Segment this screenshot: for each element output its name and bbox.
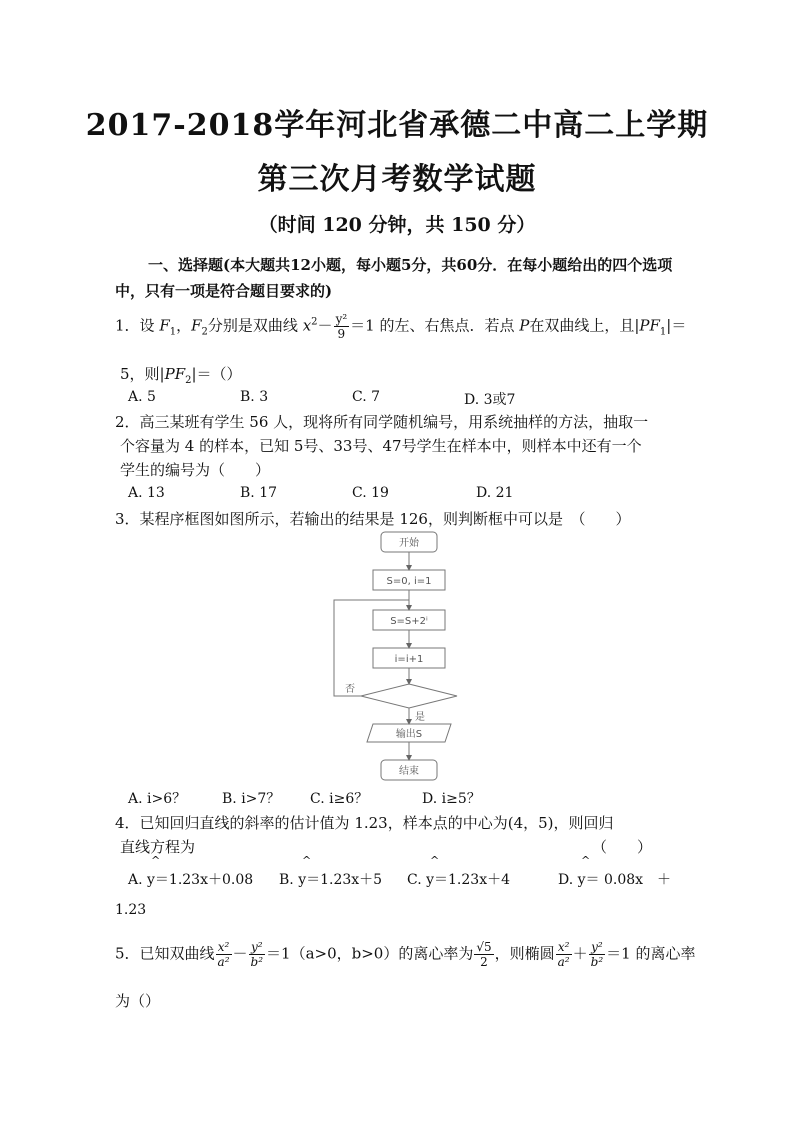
q4-option-d-wrap: 1.23 [115,902,147,918]
fraction: $\frac{\text{y²}}{9}$ [335,312,348,341]
fraction: $\frac{\text{x²}}{\text{a²}}$ [557,940,570,969]
q3-option-c: C. i≥6？ [310,791,369,807]
q3-option-a: A. i>6？ [128,791,187,807]
flow-init-label: S=0, i=1 [386,576,432,587]
fraction: $\frac{\text{y²}}{\text{b²}}$ [250,940,264,969]
question-3: 3．某程序框图如图所示，若输出的结果是 126，则判断框中可以是 （ ） [115,510,631,528]
question-4-paren: （ ） [592,838,653,856]
question-4-line1: 4．已知回归直线的斜率的估计值为 1.23，样本点的中心为(4，5)，则回归 [115,814,614,832]
q1-option-c: C. 7 [352,389,381,405]
flow-update-label: S=S+2ⁱ [390,616,428,627]
hat-mark: ^ [151,854,161,867]
question-5-line2: 为（） [115,992,161,1010]
page-title-line2: 第三次月考数学试题 [257,162,537,197]
page-title: 2017-2018学年河北省承德二中高二上学期 [85,108,709,143]
q3-option-d: D. i≥5？ [422,791,481,807]
flow-output-label: 输出S [395,729,423,740]
question-1-line2: 5，则$|PF_2|=()$ [120,365,242,386]
q4-option-b: B. y＝1.23x＋5 [279,872,383,888]
q4-option-d: D. y＝ 0.08x ＋ [558,872,672,888]
q2-option-a: A. 13 [128,485,165,501]
question-5: 5．已知双曲线 $\frac{\text{x²}}{\text{a²}}$ － $\frac{\text{y²}}{\text{b²}}$ ＝1（a>0，b>0）的离心率为 $\frac{√5}{2}$ ，则椭圆 $\frac{\text{x²}}{\text{a²}}$ ＋ $\frac{\text{y²}}{\text{b²}}$ ＝1 的离心率 [115,940,696,969]
q1-option-b: B. 3 [240,389,269,405]
q4-option-c: C. y＝1.23x＋4 [407,872,510,888]
flow-yes-label: 是 [415,712,425,723]
q1-option-d: D. 3或7 [464,392,516,408]
flow-no-label: 否 [345,684,355,695]
flowchart [320,528,470,786]
question-2-line3: 学生的编号为（ ） [120,461,271,479]
section-heading: 一、选择题(本大题共12小题，每小题5分，共60分．在每小题给出的四个选项中，只有一项是符合题目要求的) [115,256,673,300]
flow-start-label: 开始 [399,538,419,549]
q1-option-a: A. 5 [128,389,156,405]
question-2-line2: 个容量为 4 的样本，已知 5号、33号、47号学生在样本中，则样本中还有一个 [120,437,642,455]
q2-option-c: C. 19 [352,485,389,501]
flow-incr-label: i=i+1 [394,654,424,665]
hat-mark: ^ [302,854,312,867]
hat-mark: ^ [581,854,591,867]
q2-option-b: B. 17 [240,485,278,501]
question-2-line1: 2．高三某班有学生 56 人，现将所有同学随机编号，用系统抽样的方法，抽取一 [115,413,649,431]
fraction: $\frac{\text{x²}}{\text{a²}}$ [217,940,230,969]
exam-duration: （时间 120 分钟，共 150 分） [258,214,536,236]
fraction: $\frac{\text{y²}}{\text{b²}}$ [590,940,604,969]
hat-mark: ^ [430,854,440,867]
flow-end-label: 结束 [399,766,419,777]
q4-option-a: A. y＝1.23x＋0.08 [128,872,254,888]
question-4-line2: 直线方程为 [120,838,196,856]
q3-option-b: B. i>7？ [222,791,281,807]
q2-option-d: D. 21 [476,485,514,501]
question-1: 1．设 $F_1$，$F_2$分别是双曲线 $x^2-$ $\frac{\text{y²}}{9}$ ＝1 的左、右焦点．若点 P在双曲线上，且$|PF_1|=$ [115,312,687,341]
fraction: $\frac{√5}{2}$ [476,940,492,969]
flow-decision [361,684,457,708]
